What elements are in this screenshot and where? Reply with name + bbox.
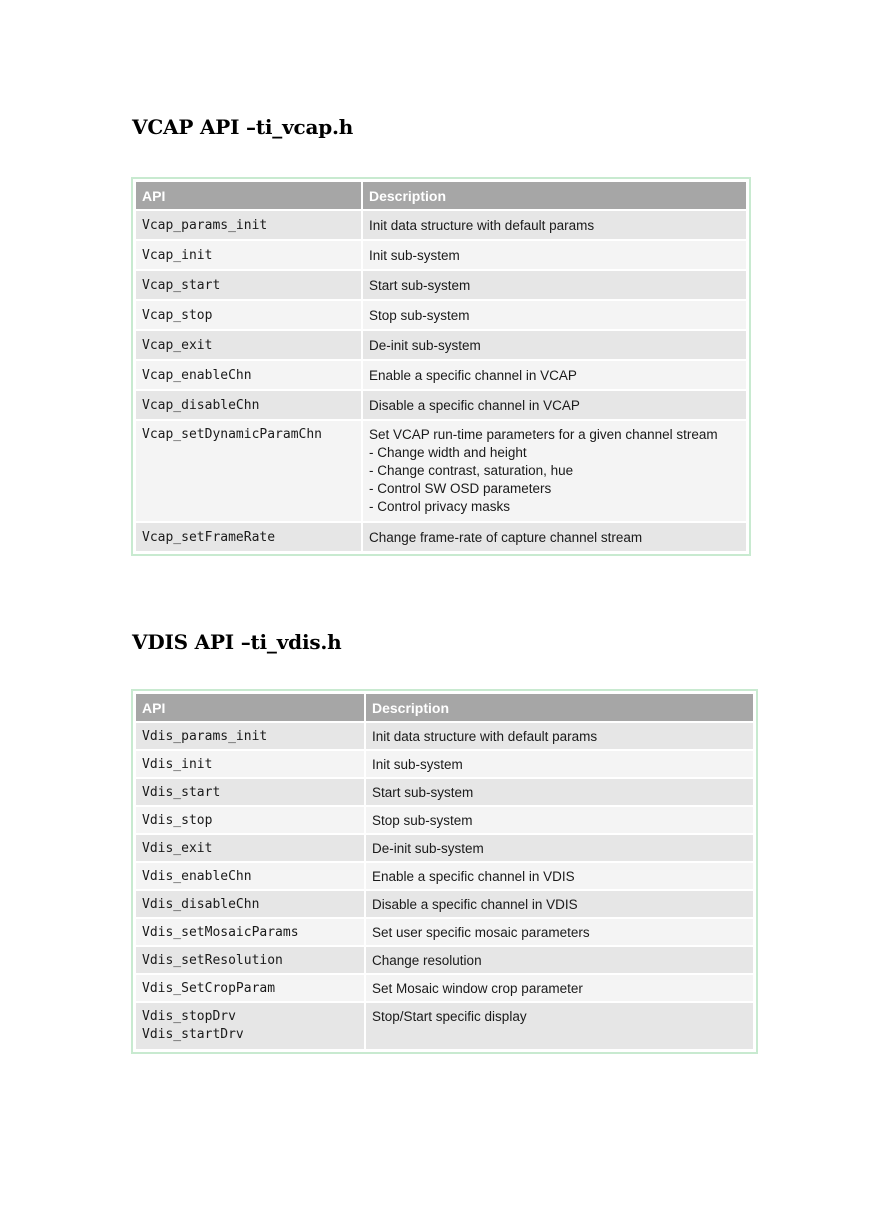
- description-line: - Control SW OSD parameters: [369, 481, 552, 496]
- table-row: [136, 301, 746, 329]
- description-cell: Init data structure with default params: [366, 723, 753, 749]
- vcap-api-table-container: [131, 177, 751, 556]
- table-header-row: [136, 182, 746, 209]
- api-name-cell: Vcap_params_init: [136, 211, 361, 239]
- vdis-section-title: VDIS API –ti_vdis.h: [132, 630, 342, 654]
- description-cell: Init data structure with default params: [363, 211, 746, 239]
- api-name-cell: Vdis_start: [136, 779, 364, 805]
- table-row: [136, 975, 753, 1001]
- table-row: [136, 421, 746, 521]
- description-cell: Set user specific mosaic parameters: [366, 919, 753, 945]
- description-cell: Enable a specific channel in VCAP: [363, 361, 746, 389]
- table-row: [136, 779, 753, 805]
- description-line: Stop/Start specific display: [372, 1009, 527, 1024]
- description-cell: [366, 1003, 753, 1049]
- api-name-cell: Vcap_start: [136, 271, 361, 299]
- table-row: [136, 1003, 753, 1049]
- description-line: - Change width and height: [369, 445, 527, 460]
- description-cell: Disable a specific channel in VCAP: [363, 391, 746, 419]
- table-row: [136, 523, 746, 551]
- vdis-api-table-container: [131, 689, 758, 1054]
- api-name-line: Vcap_setDynamicParamChn: [142, 427, 323, 442]
- table-row: [136, 391, 746, 419]
- table-row: [136, 271, 746, 299]
- table-row: [136, 863, 753, 889]
- description-line: Set VCAP run-time parameters for a given channel stream: [369, 427, 718, 442]
- description-cell: Init sub-system: [363, 241, 746, 269]
- table-row: [136, 807, 753, 833]
- api-name-cell: Vcap_enableChn: [136, 361, 361, 389]
- api-name-cell: [136, 421, 361, 521]
- api-name-cell: Vdis_enableChn: [136, 863, 364, 889]
- api-name-cell: Vdis_disableChn: [136, 891, 364, 917]
- table-row: [136, 947, 753, 973]
- description-cell: Start sub-system: [366, 779, 753, 805]
- description-cell: Enable a specific channel in VDIS: [366, 863, 753, 889]
- api-name-cell: Vcap_init: [136, 241, 361, 269]
- description-cell: Start sub-system: [363, 271, 746, 299]
- description-cell: Init sub-system: [366, 751, 753, 777]
- table-row: [136, 723, 753, 749]
- api-column-header: API: [136, 694, 364, 721]
- description-cell: Change frame-rate of capture channel stream: [363, 523, 746, 551]
- description-column-header: Description: [363, 182, 746, 209]
- table-row: [136, 211, 746, 239]
- api-name-cell: Vdis_setResolution: [136, 947, 364, 973]
- description-cell: Set Mosaic window crop parameter: [366, 975, 753, 1001]
- api-name-cell: Vcap_exit: [136, 331, 361, 359]
- table-row: [136, 331, 746, 359]
- api-name-cell: Vdis_exit: [136, 835, 364, 861]
- table-row: [136, 919, 753, 945]
- api-name-cell: Vdis_init: [136, 751, 364, 777]
- table-header-row: [136, 694, 753, 721]
- api-name-cell: Vdis_stop: [136, 807, 364, 833]
- description-cell: Change resolution: [366, 947, 753, 973]
- api-name-cell: Vcap_disableChn: [136, 391, 361, 419]
- vcap-section-title: VCAP API –ti_vcap.h: [132, 115, 354, 139]
- api-name-cell: Vdis_params_init: [136, 723, 364, 749]
- api-column-header: API: [136, 182, 361, 209]
- table-row: [136, 361, 746, 389]
- description-line: - Control privacy masks: [369, 499, 511, 514]
- table-row: [136, 891, 753, 917]
- api-name-cell: Vcap_setFrameRate: [136, 523, 361, 551]
- description-cell: Disable a specific channel in VDIS: [366, 891, 753, 917]
- description-column-header: Description: [366, 694, 753, 721]
- api-name-line: Vdis_startDrv: [142, 1027, 244, 1042]
- vcap-api-table: [134, 180, 748, 553]
- description-cell: Stop sub-system: [366, 807, 753, 833]
- api-name-cell: Vcap_stop: [136, 301, 361, 329]
- table-row: [136, 751, 753, 777]
- api-name-cell: Vdis_setMosaicParams: [136, 919, 364, 945]
- api-name-line: Vdis_stopDrv: [142, 1009, 236, 1024]
- vdis-api-table: [134, 692, 755, 1051]
- api-name-cell: [136, 1003, 364, 1049]
- api-name-cell: Vdis_SetCropParam: [136, 975, 364, 1001]
- table-row: [136, 241, 746, 269]
- description-cell: De-init sub-system: [363, 331, 746, 359]
- description-cell: De-init sub-system: [366, 835, 753, 861]
- description-line: - Change contrast, saturation, hue: [369, 463, 574, 478]
- table-row: [136, 835, 753, 861]
- description-cell: [363, 421, 746, 521]
- description-cell: Stop sub-system: [363, 301, 746, 329]
